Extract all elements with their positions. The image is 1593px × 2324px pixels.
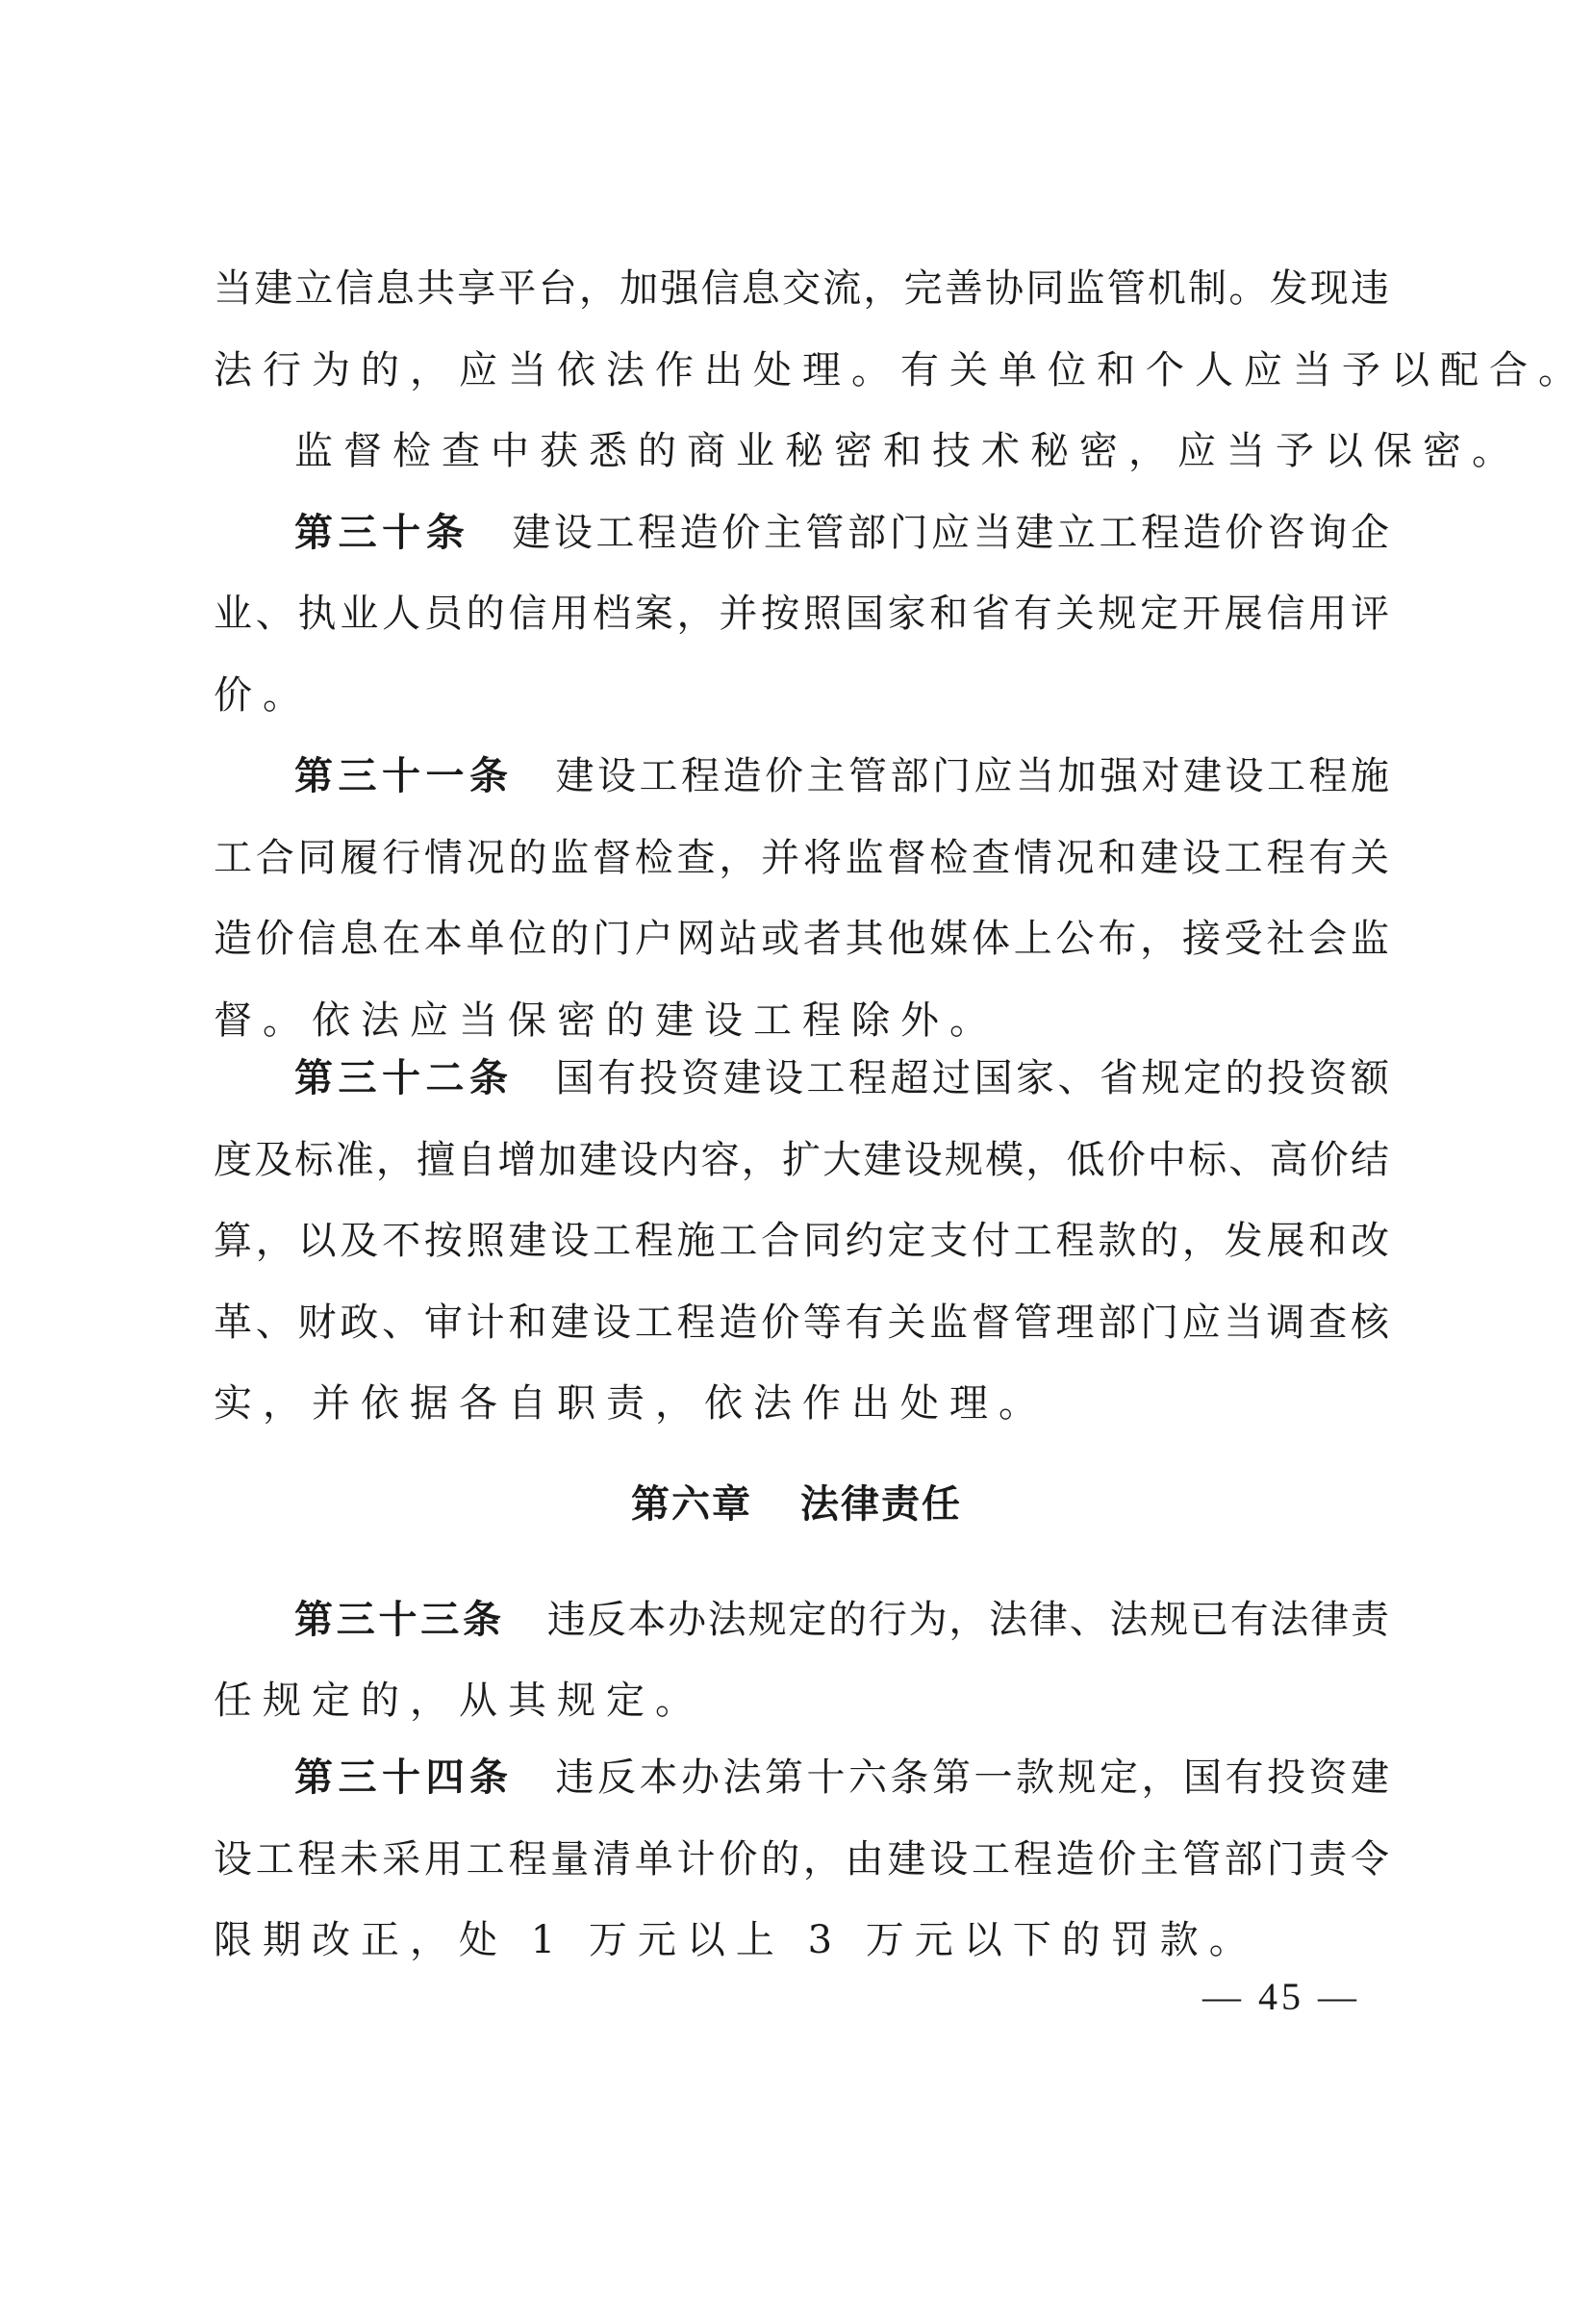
body-line: 度及标准，擅自增加建设内容，扩大建设规模，低价中标、高价结 [214,1138,1389,1182]
article-30-line [294,508,1389,558]
chapter-heading [0,1479,1593,1529]
body-line: 监督检查中获悉的商业秘密和技术秘密，应当予以保密。 [294,429,1521,473]
body-line: 算，以及不按照建设工程施工合同约定支付工程款的，发展和改 [214,1219,1389,1263]
body-line: 工合同履行情况的监督检查，并将监督检查情况和建设工程有关 [214,836,1389,880]
article-title: 第三十条 [294,511,470,555]
page-number: — 45 — [1202,1975,1360,2018]
body-line: 当建立信息共享平台，加强信息交流，完善协同监管机制。发现违 [214,266,1389,311]
body-line: 价。 [214,673,312,718]
body-line: 实，并依据各自职责，依法作出处理。 [214,1381,1048,1426]
article-title: 第三十三条 [294,1598,505,1642]
chapter-title: 法律责任 [800,1482,962,1527]
article-31-line [294,751,1389,801]
body-line: 设工程未采用工程量清单计价的，由建设工程造价主管部门责令 [214,1837,1389,1882]
article-title: 第三十一条 [294,754,514,798]
article-33-line [294,1595,1389,1645]
article-text: 国有投资建设工程超过国家、省规定的投资额 [555,1056,1389,1100]
article-34-line [294,1753,1389,1803]
body-line: 督。依法应当保密的建设工程除外。 [214,998,999,1043]
chapter-number: 第六章 [631,1482,752,1527]
body-line: 法行为的，应当依法作出处理。有关单位和个人应当予以配合。 [214,348,1587,392]
body-line: 任规定的，从其规定。 [214,1679,704,1723]
article-text: 建设工程造价主管部门应当加强对建设工程施 [555,754,1389,798]
article-title: 第三十二条 [294,1056,514,1100]
body-line: 业、执业人员的信用档案，并按照国家和省有关规定开展信用评 [214,592,1389,636]
article-text: 违反本办法规定的行为，法律、法规已有法律责 [546,1598,1390,1642]
article-text: 建设工程造价主管部门应当建立工程造价咨询企 [512,511,1390,555]
body-line: 限期改正，处 1 万元以上 3 万元以下的罚款。 [214,1918,1258,1962]
body-line: 革、财政、审计和建设工程造价等有关监督管理部门应当调查核 [214,1301,1389,1345]
article-title: 第三十四条 [294,1756,514,1800]
body-line: 造价信息在本单位的门户网站或者其他媒体上公布，接受社会监 [214,917,1389,961]
article-text: 违反本办法第十六条第一款规定，国有投资建 [555,1756,1389,1800]
article-32-line [294,1053,1389,1103]
